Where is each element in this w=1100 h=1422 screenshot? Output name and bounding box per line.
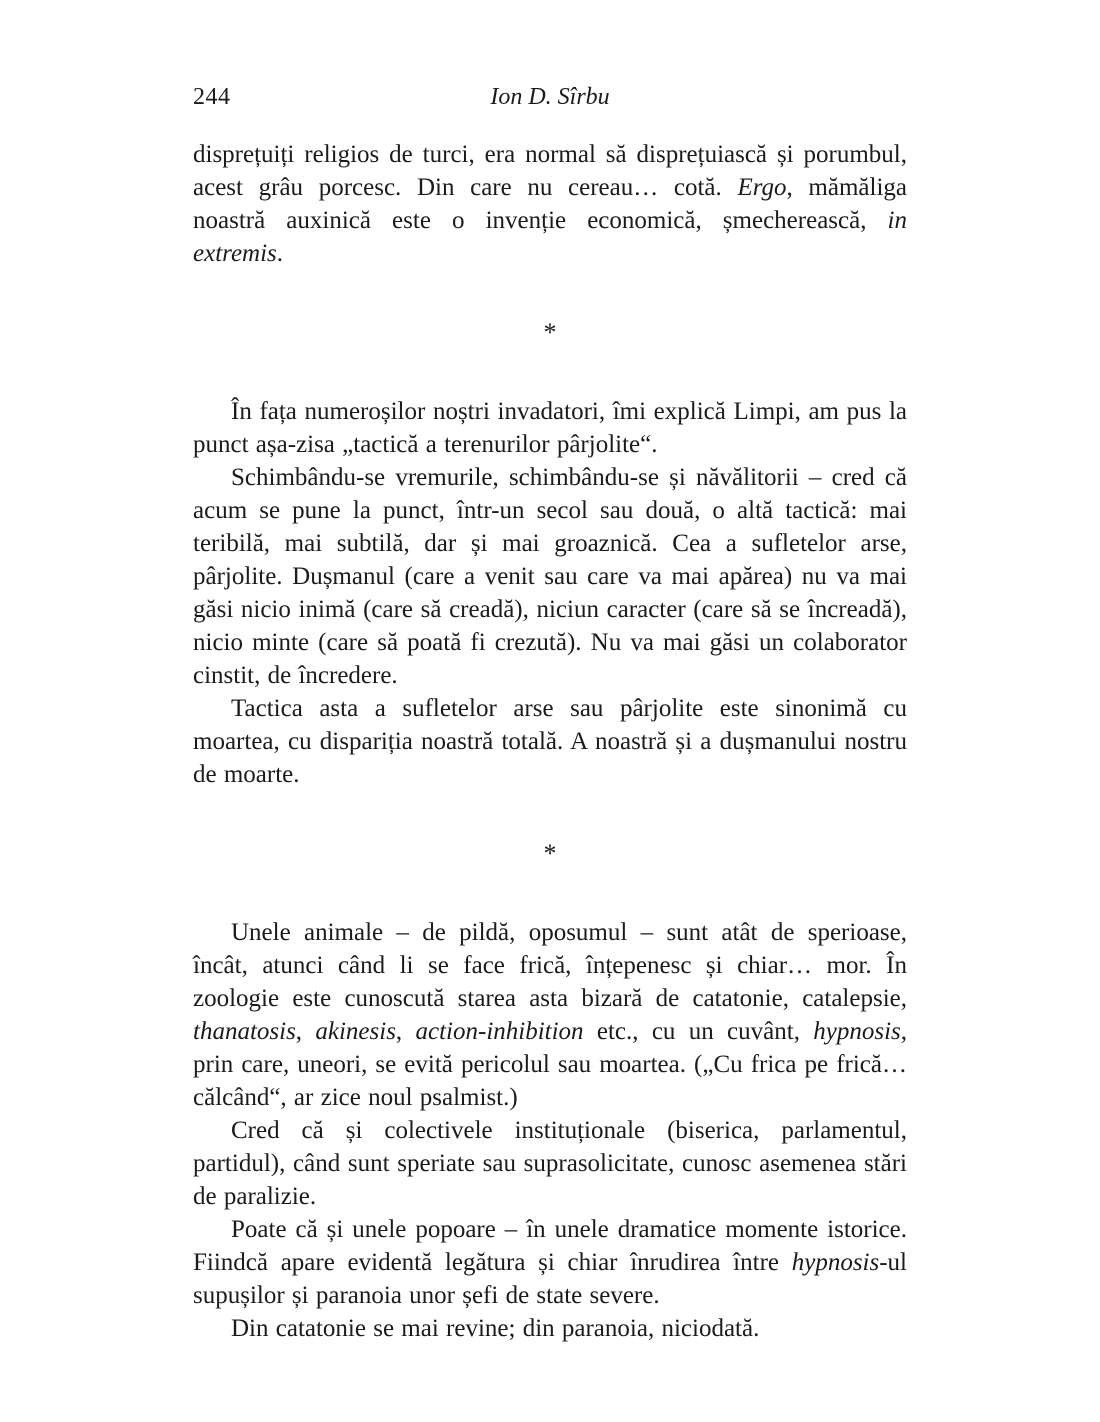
text-run: ,: [395, 1018, 416, 1045]
text-run: Poate că și unele popoare – în unele dramatice momente istorice. Fiindcă apare evidentă legătura și chiar înrudirea între: [193, 1216, 907, 1276]
text-run: ,: [295, 1018, 316, 1045]
paragraph: [193, 916, 907, 1114]
text-run: .: [276, 240, 284, 267]
paragraph: [193, 461, 907, 692]
section-separator-star: *: [543, 318, 557, 347]
page-header: [193, 84, 907, 110]
italic-run: hypnosis: [813, 1018, 901, 1045]
text-run: -ul supușilor și paranoia unor șefi de state severe.: [193, 1249, 907, 1309]
paragraph: [193, 1312, 907, 1345]
text-run: Tactica asta a sufletelor arse sau pârjolite este sinonimă cu moartea, cu dispariția noastră totală. A noastră și a dușmanului nostru de moarte.: [193, 695, 907, 788]
paragraph: [193, 1114, 907, 1213]
section-separator-star: *: [543, 839, 557, 868]
text-run: Din catatonie se mai revine; din paranoia, niciodată.: [231, 1315, 760, 1342]
italic-run: action-inhibition: [415, 1018, 584, 1045]
italic-run: in extremis: [193, 207, 907, 267]
text-run: , mămăliga noastră auxinică este o invenție economică, șmecherească,: [193, 174, 907, 234]
paragraph: [193, 138, 907, 270]
text-run: , prin care, uneori, se evită pericolul sau moartea. („Cu frica pe frică… călcând“, ar zice noul psalmist.): [193, 1018, 908, 1111]
text-run: Schimbându-se vremurile, schimbându-se și năvălitorii – cred că acum se pune la punct, într-un secol sau două, o altă tactică: mai teribilă, mai subtilă, dar și mai groaznică. Cea a sufletelor arse, pârjolite. Dușmanul (care a venit sau care va mai apărea) nu va mai găsi nicio inimă (care să creadă), niciun caracter (care să se încreadă), nicio minte (care să poată fi crezută). Nu va mai găsi un colaborator cinstit, de încredere.: [193, 464, 907, 689]
page-number: 244: [193, 84, 231, 110]
italic-run: Ergo: [737, 174, 787, 201]
italic-run: hypnosis: [791, 1249, 880, 1276]
italic-run: thanatosis: [193, 1018, 296, 1045]
paragraph: [193, 1213, 907, 1312]
italic-run: akinesis: [315, 1018, 396, 1045]
text-run: În fața numeroșilor noștri invadatori, îmi explică Limpi, am pus la punct așa-zisa „tactică a terenurilor pârjolite“.: [193, 398, 907, 458]
paragraph: [193, 395, 907, 461]
text-run: etc., cu un cuvânt,: [583, 1018, 814, 1045]
text-run: Cred că și colectivele instituționale (biserica, parlamentul, partidul), când sunt speriate sau suprasolicitate, cunosc asemenea stări de paralizie.: [193, 1117, 907, 1210]
text-run: Unele animale – de pildă, oposumul – sunt atât de sperioase, încât, atunci când li se face frică, înțepenesc și chiar… mor. În zoologie este cunoscută starea asta bizară de catatonie, catalepsie,: [193, 919, 907, 1012]
page-body: [193, 138, 907, 1345]
running-head: Ion D. Sîrbu: [490, 84, 610, 110]
text-run: disprețuiți religios de turci, era normal să disprețuiască și porumbul, acest grâu porcesc. Din care nu cereau… cotă.: [193, 141, 907, 201]
paragraph: [193, 692, 907, 791]
